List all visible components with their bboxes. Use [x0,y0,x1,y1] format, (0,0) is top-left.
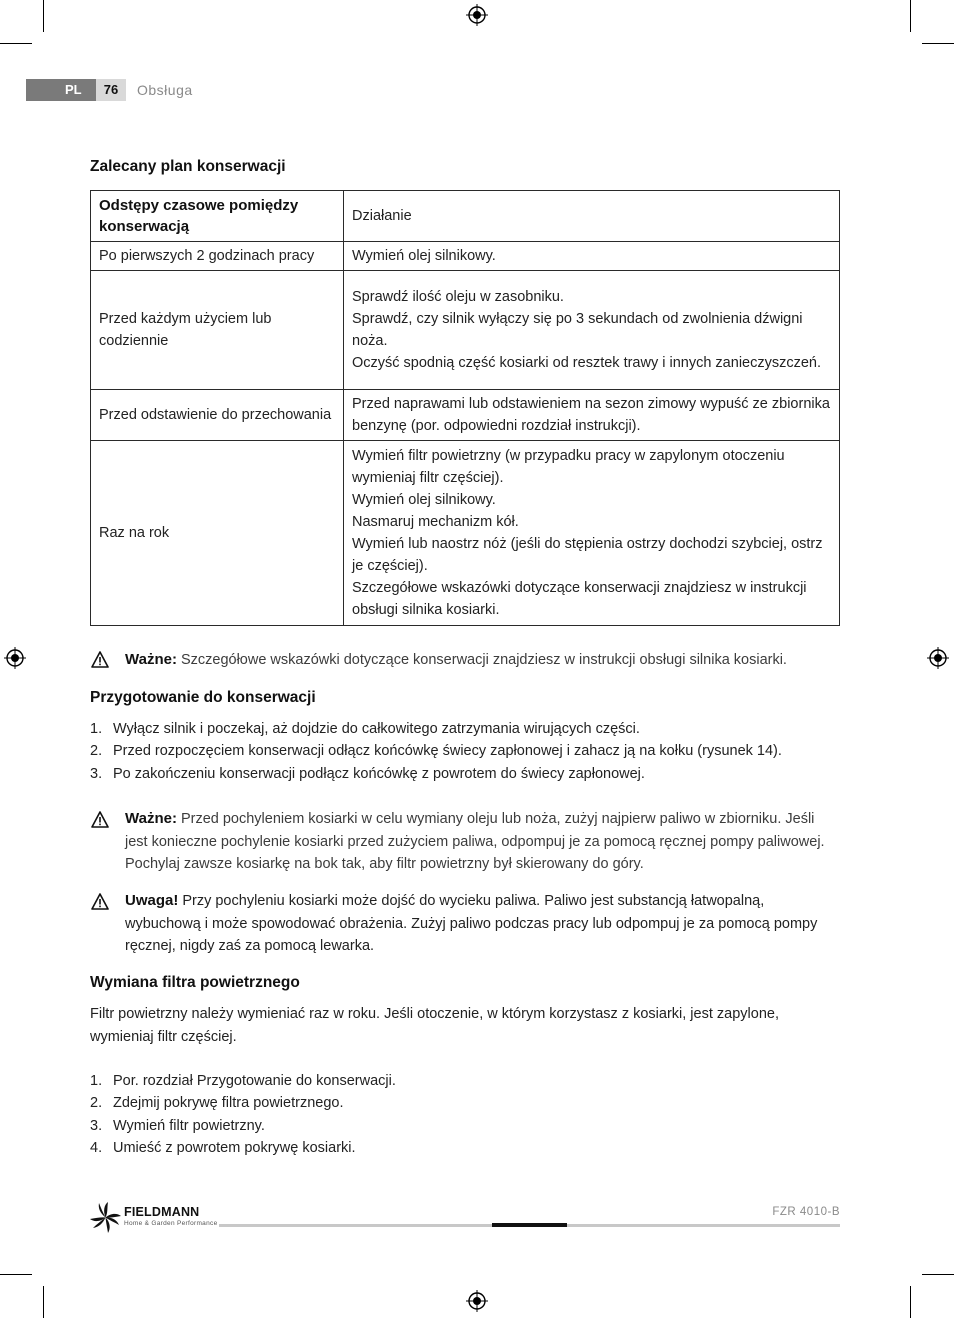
footer-divider [219,1224,492,1227]
note-label: Uwaga! [125,892,179,909]
air-filter-heading: Wymiana filtra powietrznego [90,974,300,991]
action-line: Wymień olej silnikowy. [352,492,496,508]
crop-mark [922,1274,954,1275]
air-filter-intro: Filtr powietrzny należy wymieniać raz w roku. Jeśli otoczenie, w którym korzystasz z kosiarki, jest zapylone, wymieniaj filtr częściej. [90,1006,779,1045]
step-text: Wyłącz silnik i poczekaj, aż dojdzie do całkowitego zatrzymania wirujących części. [113,721,640,737]
list-item: 2. Zdejmij pokrywę filtra powietrznego. [90,1095,344,1112]
air-filter-steps [90,1070,840,1159]
crop-mark [0,43,32,44]
warning-triangle-icon [91,893,109,910]
action-cell [344,271,840,390]
crop-mark [922,43,954,44]
list-item: 1. Por. rozdział Przygotowanie do konserwacji. [90,1073,396,1089]
action-cell [344,441,840,626]
language-label: PL [65,79,96,101]
step-text: Przed rozpoczęciem konserwacji odłącz końcówkę świecy zapłonowej i zahacz ją na kołku (rysunek 14). [113,743,782,760]
crop-mark [43,0,44,32]
table-row [91,441,840,626]
crop-mark [0,1274,32,1275]
preparation-steps [90,718,840,785]
section-title: Obsługa [137,82,193,98]
page-number: 76 [96,79,126,101]
maintenance-table [90,190,840,626]
interval-cell: Przed odstawienie do przechowania [91,390,344,441]
model-number: FZR 4010-B [772,1206,840,1218]
step-text: Por. rozdział Przygotowanie do konserwacji. [113,1073,396,1089]
table-row [91,390,840,441]
table-row [91,242,840,271]
registration-mark-icon [466,4,488,26]
registration-mark-icon [927,647,949,669]
crop-mark [910,1286,911,1318]
list-item: 3. Wymień filtr powietrzny. [90,1117,265,1134]
interval-cell: Przed każdym użyciem lub codziennie [91,271,344,390]
action-cell [344,242,840,271]
action-line: Wymień filtr powietrzny (w przypadku pracy w zapylonym otoczeniu wymieniaj filtr częściej). [352,448,785,486]
preparation-heading: Przygotowanie do konserwacji [90,689,316,706]
list-item: 2. Przed rozpoczęciem konserwacji odłącz końcówkę świecy zapłonowej i zahacz ją na kołku (rysunek 14). [90,743,782,760]
list-item: 3. Po zakończeniu konserwacji podłącz końcówkę z powrotem do świecy zapłonowej. [90,765,645,782]
brand-name: FIELDMANN [124,1205,200,1219]
step-text: Wymień filtr powietrzny. [113,1117,265,1134]
note-label: Ważne: [125,651,177,668]
interval-cell: Raz na rok [91,441,344,626]
action-line: Sprawdź, czy silnik wyłączy się po 3 sekundach od zwolnienia dźwigni noża. [352,311,803,349]
registration-mark-icon [4,647,26,669]
action-line: Wymień olej silnikowy. [352,248,496,264]
action-line: Wymień lub naostrz nóż (jeśli do stępienia ostrzy dochodzi szybciej, ostrz je częściej). [352,536,823,574]
note-text: Szczegółowe wskazówki dotyczące konserwacji znajdziesz w instrukcji obsługi silnika kosiarki. [180,652,787,668]
warning-triangle-icon [91,651,109,668]
column-header-action: Działanie [344,191,840,242]
step-text: Umieść z powrotem pokrywę kosiarki. [113,1139,356,1156]
action-line: Sprawdź ilość oleju w zasobniku. [352,289,564,305]
note-text: Przy pochyleniu kosiarki może dojść do wycieku paliwa. Paliwo jest substancją łatwopalną, wybuchową i może spowodować obrażenia. Zużyj paliwo podczas pracy lub odpompuj je za pomocą pompy ręcznej, nigdy zaś za pomocą lewarka. [125,893,818,954]
action-line: Nasmaruj mechanizm kół. [352,514,519,530]
step-text: Po zakończeniu konserwacji podłącz końcówkę z powrotem do świecy zapłonowej. [113,765,645,782]
action-line: Oczyść spodnią część kosiarki od resztek trawy i innych zanieczyszczeń. [352,355,822,371]
action-line: Szczegółowe wskazówki dotyczące konserwacji znajdziesz w instrukcji obsługi silnika kosiarki. [352,580,807,618]
brand-tagline: Home & Garden Performance [124,1220,218,1227]
footer-divider-accent [492,1223,567,1227]
crop-mark [43,1286,44,1318]
action-cell [344,390,840,441]
important-note [125,808,840,876]
note-label: Ważne: [125,810,177,827]
header-bar [26,79,65,101]
caution-note [125,890,840,958]
important-note [125,649,840,672]
note-text: Przed pochyleniem kosiarki w celu wymiany oleju lub noża, zużyj najpierw paliwo w zbiorniku. Jeśli jest konieczne pochylenie kosiarki przed zużyciem paliwa, odpompuj je za pomocą ręcznej pompy paliwowej. Pochylaj zawsze kosiarkę na bok tak, aby filtr powietrzny był skierowany do góry. [125,811,825,872]
warning-triangle-icon [91,811,109,828]
list-item: 1. Wyłącz silnik i poczekaj, aż dojdzie do całkowitego zatrzymania wirujących części. [90,721,640,737]
column-header-interval: Odstępy czasowe pomiędzy konserwacją [91,191,344,242]
step-text: Zdejmij pokrywę filtra powietrznego. [113,1095,344,1112]
action-line: Przed naprawami lub odstawieniem na sezon zimowy wypuść ze zbiornika benzynę (por. odpowiedni rozdział instrukcji). [352,396,830,434]
crop-mark [910,0,911,32]
table-header-row [91,191,840,242]
maintenance-plan-heading: Zalecany plan konserwacji [90,158,286,175]
table-row [91,271,840,390]
interval-cell: Po pierwszych 2 godzinach pracy [91,242,344,271]
footer-divider [567,1224,840,1227]
list-item: 4. Umieść z powrotem pokrywę kosiarki. [90,1139,356,1156]
registration-mark-icon [466,1290,488,1312]
fieldmann-logo-icon [89,1201,122,1234]
